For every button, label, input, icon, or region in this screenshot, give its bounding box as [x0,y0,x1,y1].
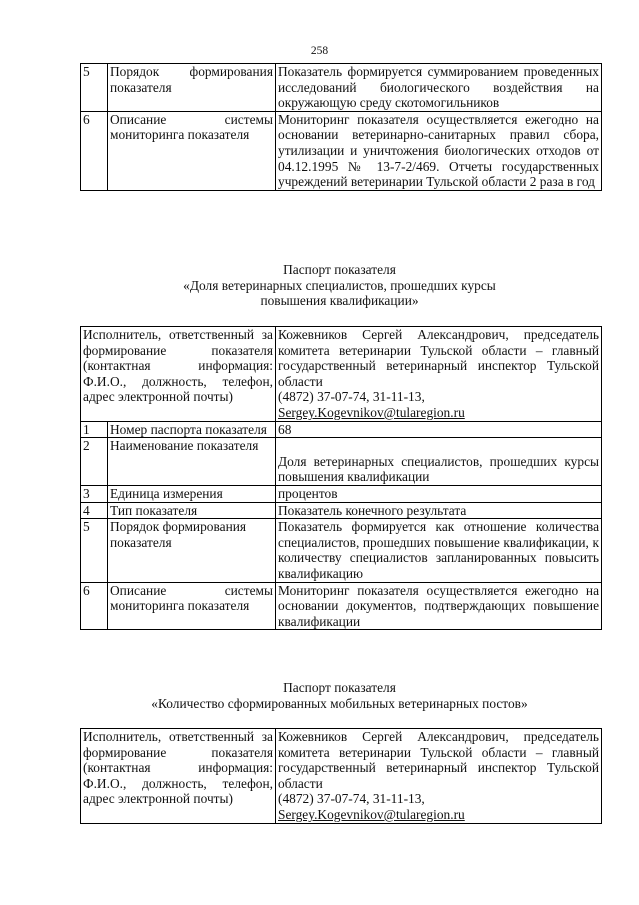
table-row [81,111,602,190]
heading-line: «Количество сформированных мобильных ветеринарных постов» [151,695,528,711]
heading-line: «Доля ветеринарных специалистов, прошедших курсы [183,277,496,293]
row-number: 5 [81,64,108,112]
table-row [81,519,602,582]
passport-heading [0,680,639,711]
row-label: Порядок формирования показателя [108,64,276,112]
table-row [81,502,602,519]
row-value: Доля ветеринарных специалистов, прошедших курсы повышения квалификации [276,438,602,486]
row-value: процентов [276,485,602,502]
row-label: Описание системы мониторинга показателя [108,582,276,630]
row-value: Показатель конечного результата [276,502,602,519]
row-label: Тип показателя [108,502,276,519]
row-label: Единица измерения [108,485,276,502]
executor-row [81,729,602,824]
passport-table [80,326,602,630]
executor-phone: (4872) 37-07-74, 31-11-13, [278,791,425,807]
row-value: Показатель формируется суммированием проведенных исследований биологического воздействия на окружающую среду скотомогильников [276,64,602,112]
row-label: Порядок формирования показателя [108,519,276,582]
row-label: Наименование показателя [108,438,276,486]
row-value: Мониторинг показателя осуществляется ежегодно на основании ветеринарно-санитарных правил сбора, утилизации и уничтожения биологических отходов от 04.12.1995 № 13-7-2/469. Отчеты государственных учреждений ветеринарии Тульской области 2 раза в год [276,111,602,190]
row-value: Показатель формируется как отношение количества специалистов, прошедших повышение квалификации, к количеству специалистов запланированных повысить квалификацию [276,519,602,582]
executor-value: Кожевников Сергей Александрович, председатель комитета ветеринарии Тульской области – главный государственный ветеринарный инспектор Тульской области [278,327,600,389]
table-row [81,64,602,112]
table-row [81,438,602,486]
executor-phone: (4872) 37-07-74, 31-11-13, [278,389,425,405]
passport-table [80,728,602,824]
heading-line: повышения квалификации» [260,293,419,309]
executor-email-link[interactable]: Sergey.Kogevnikov@tularegion.ru [278,404,465,420]
row-number: 6 [81,111,108,190]
passport-heading [0,262,639,309]
executor-cell [276,729,602,824]
executor-label: Исполнитель, ответственный за формирование показателя (контактная информация: Ф.И.О., должность, телефон, адрес электронной почты) [81,729,276,824]
row-number: 6 [81,582,108,630]
row-number: 1 [81,421,108,438]
row-value: Мониторинг показателя осуществляется ежегодно на основании документов, подтверждающих повышение квалификации [276,582,602,630]
row-number: 2 [81,438,108,486]
row-label: Номер паспорта показателя [108,421,276,438]
row-label: Описание системы мониторинга показателя [108,111,276,190]
executor-label: Исполнитель, ответственный за формирование показателя (контактная информация: Ф.И.О., должность, телефон, адрес электронной почты) [81,327,276,422]
row-value: 68 [276,421,602,438]
executor-value: Кожевников Сергей Александрович, председатель комитета ветеринарии Тульской области – главный государственный ветеринарный инспектор Тульской области [278,729,599,791]
table-row [81,421,602,438]
executor-cell [276,327,602,422]
table-row [81,582,602,630]
executor-row [81,327,602,422]
row-number: 4 [81,502,108,519]
executor-email-link[interactable]: Sergey.Kogevnikov@tularegion.ru [278,806,465,822]
table-row [81,485,602,502]
heading-line: Паспорт показателя [283,680,396,695]
row-number: 3 [81,485,108,502]
page-number: 258 [310,45,329,57]
heading-line: Паспорт показателя [283,262,396,277]
row-number: 5 [81,519,108,582]
passport-continuation-table [80,63,602,191]
